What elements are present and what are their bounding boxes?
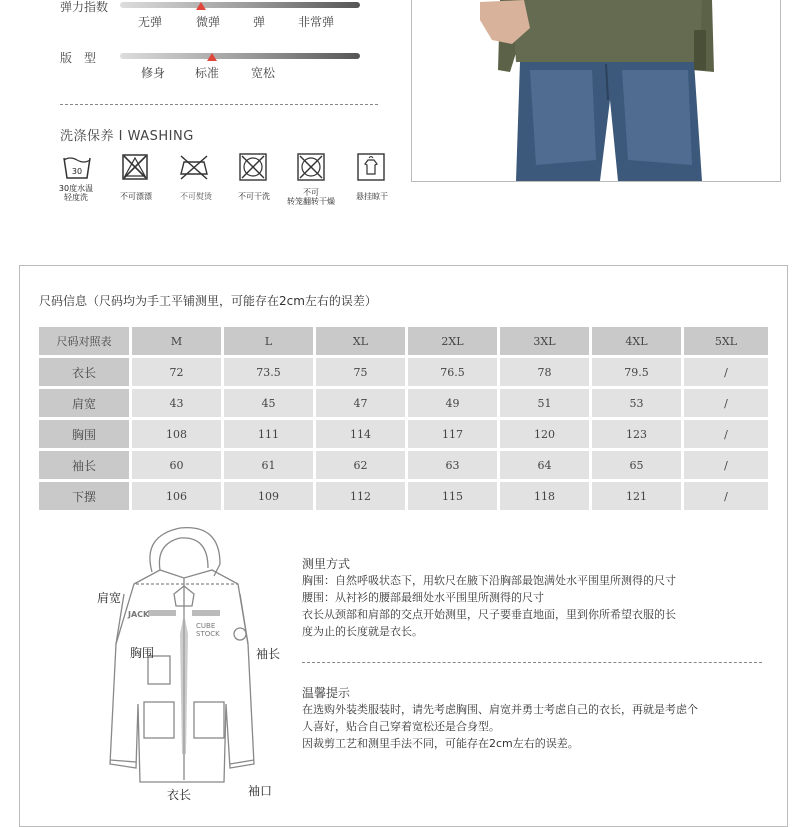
washing-title: 洗涤保养 I WASHING [60,129,194,144]
measure-line: 度为止的长度就是衣长。 [302,625,423,638]
tips-title: 温馨提示 [302,686,351,700]
measure-text [302,572,742,640]
table-row [39,482,768,510]
wash-30-icon [62,152,92,184]
fit-type-tick: 修身 [141,66,166,80]
washing-caption: 不可干洗 [238,192,270,201]
table-cell: 47 [316,389,405,417]
elasticity-bar [120,2,360,8]
table-header-cell: M [132,327,221,355]
table-cell: 106 [132,482,221,510]
table-row [39,451,768,479]
elasticity-label: 弹力指数 [60,0,109,14]
table-cell: 115 [408,482,497,510]
svg-text:30: 30 [71,167,83,176]
table-cell: 62 [316,451,405,479]
size-info-title: 尺码信息（尺码均为手工平铺测里，可能存在2cm左右的误差） [39,294,377,308]
tips-line: 因裁剪工艺和测里手法不同，可能存在2cm左右的误差。 [302,737,579,750]
jacket-label-chest: 胸围 [130,646,155,660]
table-cell: / [684,420,768,448]
table-cell: 51 [500,389,589,417]
size-table [36,324,771,513]
no-bleach-icon [120,152,150,186]
washing-caption: 不可 转笼翻转干燥 [287,188,335,206]
fit-type-label: 版 型 [60,51,97,65]
table-header-cell: 4XL [592,327,681,355]
table-header-cell: 5XL [684,327,768,355]
hang-dry-icon [356,152,386,186]
jacket-label-shoulder: 肩宽 [97,591,122,605]
table-header-cell: 3XL [500,327,589,355]
row-header: 袖长 [39,451,129,479]
table-cell: 109 [224,482,313,510]
table-cell: 121 [592,482,681,510]
fit-section [0,0,400,90]
washing-caption: 不可漂漂 [120,192,152,201]
fit-type-tick: 宽松 [251,66,276,80]
section-divider [302,662,762,663]
jacket-diagram [80,524,281,802]
elasticity-tick: 微弹 [196,15,221,29]
elasticity-marker [196,2,206,10]
fit-type-tick: 标准 [195,66,220,80]
no-dryclean-icon [238,152,268,186]
tips-line: 在选购外装类服装时，请先考虑胸围、肩宽并勇士考虑自己的衣长，再就是考虑个 [302,703,698,716]
tips-text [302,701,752,752]
jacket-label-length: 衣长 [167,788,192,802]
table-cell: 123 [592,420,681,448]
table-cell: 76.5 [408,358,497,386]
tips-line: 人喜好，贴合自己穿着宽松还是合身型。 [302,720,500,733]
table-cell: 60 [132,451,221,479]
table-cell: / [684,482,768,510]
measure-line: 衣长从颈部和肩部的交点开始测里，尺子要垂直地面，里到你所希望衣服的长 [302,608,676,621]
row-header: 肩宽 [39,389,129,417]
table-cell: 53 [592,389,681,417]
model-photo [411,0,781,182]
table-cell: 45 [224,389,313,417]
row-header: 衣长 [39,358,129,386]
table-cell: 108 [132,420,221,448]
table-cell: 61 [224,451,313,479]
table-cell: / [684,451,768,479]
divider [60,104,378,105]
table-header-cell: 尺码对照表 [39,327,129,355]
table-cell: 111 [224,420,313,448]
table-header-row [39,327,768,355]
table-header-cell: L [224,327,313,355]
table-cell: 79.5 [592,358,681,386]
table-cell: 117 [408,420,497,448]
jacket-label-cuff: 袖口 [248,784,273,798]
elasticity-tick: 无弹 [138,15,163,29]
table-header-cell: XL [316,327,405,355]
table-cell: 118 [500,482,589,510]
table-cell: 72 [132,358,221,386]
table-cell: 64 [500,451,589,479]
measure-line: 腰围：从衬衫的腰部最细处水平围里所测得的尺寸 [302,591,544,604]
measure-line: 胸围：自然呼吸状态下，用软尺在腋下沿胸部最饱满处水平围里所测得的尺寸 [302,574,676,587]
size-info-panel [19,265,788,827]
table-cell: 75 [316,358,405,386]
no-iron-icon [178,152,210,186]
no-tumble-dry-icon [296,152,326,186]
fit-type-marker [207,53,217,61]
measure-title: 测里方式 [302,557,351,571]
table-cell: 65 [592,451,681,479]
table-header-cell: 2XL [408,327,497,355]
table-cell: / [684,358,768,386]
elasticity-tick: 弹 [253,15,266,29]
table-row [39,389,768,417]
table-cell: 120 [500,420,589,448]
table-cell: / [684,389,768,417]
elasticity-tick: 非常弹 [298,15,335,29]
table-cell: 43 [132,389,221,417]
table-cell: 114 [316,420,405,448]
table-cell: 73.5 [224,358,313,386]
table-cell: 78 [500,358,589,386]
table-row [39,358,768,386]
washing-caption: 不可熨烫 [180,192,212,201]
fit-type-bar [120,53,360,59]
row-header: 胸围 [39,420,129,448]
jacket-label-sleeve: 袖长 [256,647,281,661]
table-cell: 49 [408,389,497,417]
table-cell: 63 [408,451,497,479]
jacket-brand-text: CUBE STOCK [196,622,220,638]
washing-caption: 30度水温 轻度洗 [58,184,94,202]
washing-caption: 悬挂晾干 [356,192,388,201]
table-cell: 112 [316,482,405,510]
jacket-brand-text: JACK [128,610,150,619]
row-header: 下摆 [39,482,129,510]
washing-icons [56,152,396,212]
table-row [39,420,768,448]
